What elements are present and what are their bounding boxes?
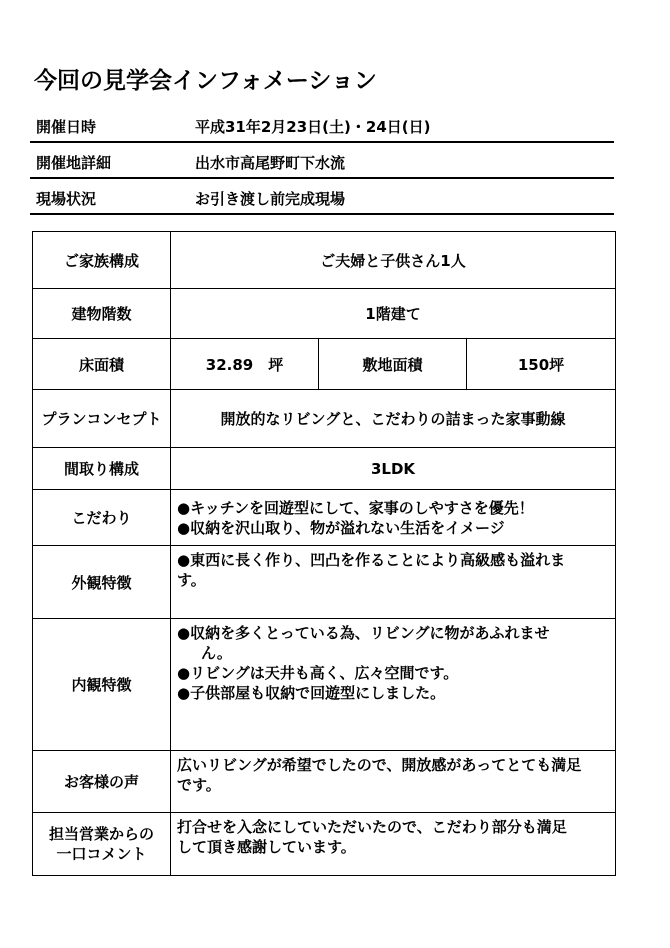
kodawari-line-2: ●収納を沢山取り、物が溢れない生活をイメージ — [177, 518, 505, 537]
area-label: 床面積 — [33, 339, 171, 390]
info-row-location — [30, 147, 614, 179]
row-layout — [33, 448, 616, 490]
layout-label: 間取り構成 — [33, 448, 171, 490]
info-value-status: お引き渡し前完成現場 — [195, 190, 346, 208]
row-area — [33, 339, 616, 390]
row-concept — [33, 390, 616, 448]
exterior-value — [171, 546, 616, 619]
info-label-location: 開催地詳細 — [36, 154, 112, 172]
voice-value — [171, 751, 616, 813]
row-kodawari — [33, 490, 616, 546]
info-row-status — [30, 183, 614, 215]
family-label: ご家族構成 — [33, 232, 171, 289]
kodawari-value — [171, 490, 616, 546]
site-area-label: 敷地面積 — [319, 339, 467, 390]
interior-line-1: ●収納を多くとっている為、リビングに物があふれませ — [177, 624, 550, 642]
info-value-location: 出水市高尾野町下水流 — [195, 154, 346, 172]
row-family — [33, 232, 616, 289]
info-value-date: 平成31年2月23日(土)・24日(日) — [195, 118, 431, 136]
spec-table — [32, 231, 616, 876]
comment-line-1: 打合せを入念にしていただいたので、こだわり部分も満足 — [177, 818, 567, 836]
info-row-date — [30, 111, 614, 143]
row-exterior — [33, 546, 616, 619]
family-value: ご夫婦と子供さん1人 — [171, 232, 616, 289]
row-comment — [33, 813, 616, 876]
exterior-line-2: す。 — [177, 571, 206, 589]
row-voice — [33, 751, 616, 813]
kodawari-line-1: ●キッチンを回遊型にして、家事のしやすさを優先！ — [177, 498, 534, 517]
voice-line-2: です。 — [177, 776, 221, 794]
interior-line-2: ん。 — [201, 644, 232, 662]
interior-label: 内観特徴 — [33, 619, 171, 751]
floors-label: 建物階数 — [33, 289, 171, 339]
voice-line-1: 広いリビングが希望でしたので、開放感があってとても満足 — [177, 756, 582, 774]
kodawari-label: こだわり — [33, 490, 171, 546]
info-label-status: 現場状況 — [36, 190, 97, 208]
concept-label: プランコンセプト — [33, 390, 171, 448]
comment-value — [171, 813, 616, 876]
interior-line-4: ●子供部屋も収納で回遊型にしました。 — [177, 684, 446, 702]
comment-line-2: して頂き感謝しています。 — [177, 838, 356, 856]
interior-line-3: ●リビングは天井も高く、広々空間です。 — [177, 664, 459, 682]
comment-label-line-1: 担当営業からの — [48, 825, 154, 843]
row-interior — [33, 619, 616, 751]
comment-label-line-2: 一口コメント — [56, 845, 147, 863]
exterior-label: 外観特徴 — [33, 546, 171, 619]
area-value: 32.89 坪 — [171, 339, 319, 390]
layout-value: 3LDK — [171, 448, 616, 490]
concept-value: 開放的なリビングと、こだわりの詰まった家事動線 — [171, 390, 616, 448]
voice-label: お客様の声 — [33, 751, 171, 813]
exterior-line-1: ●東西に長く作り、凹凸を作ることにより高級感も溢れま — [177, 551, 566, 569]
interior-value — [171, 619, 616, 751]
info-label-date: 開催日時 — [36, 118, 97, 136]
row-floors — [33, 289, 616, 339]
site-area-value: 150坪 — [467, 339, 616, 390]
comment-label — [33, 813, 171, 876]
page-title: 今回の見学会インフォメーション — [34, 68, 377, 94]
floors-value: 1階建て — [171, 289, 616, 339]
